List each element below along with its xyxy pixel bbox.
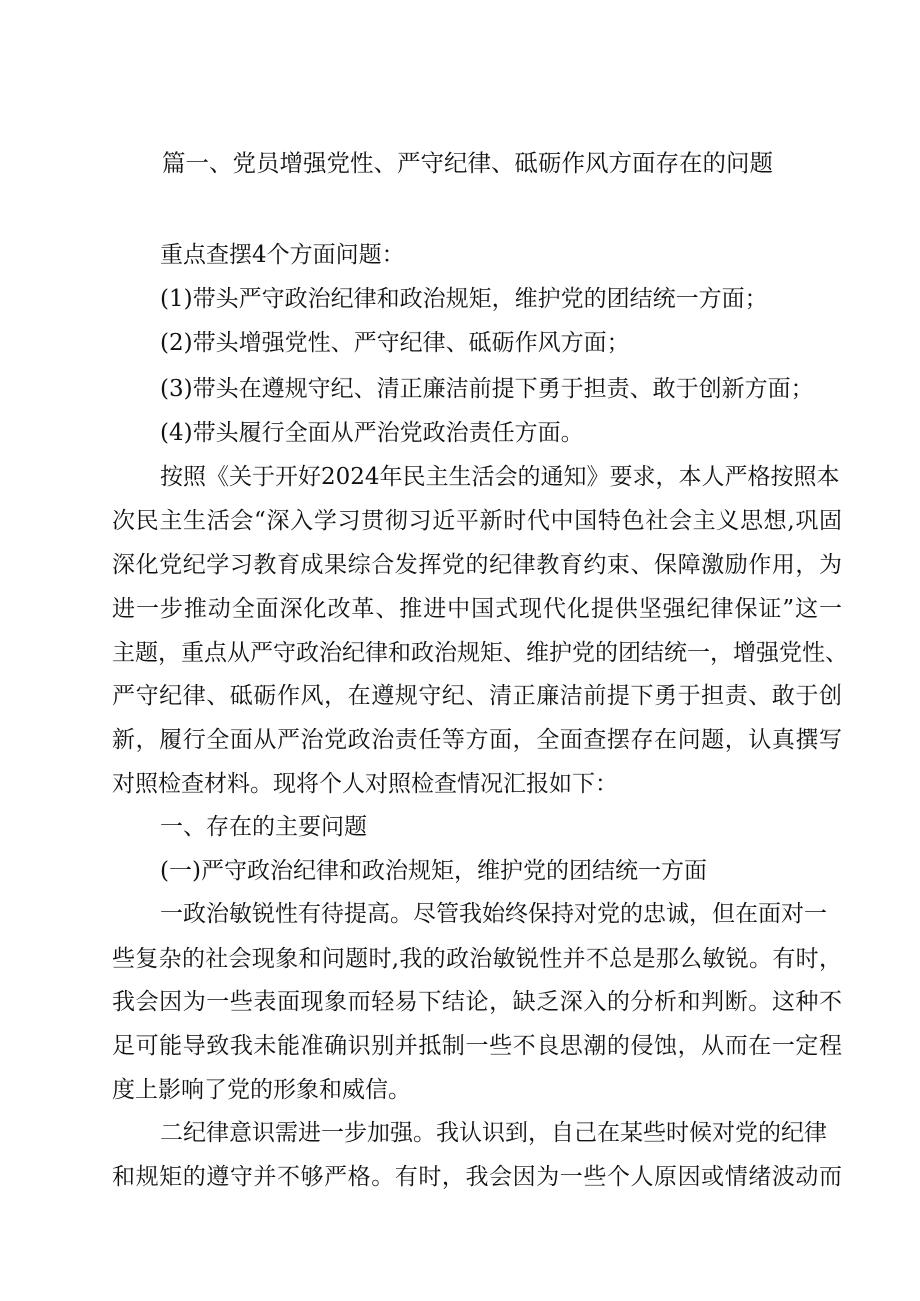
intro-paragraph-line: 对照检查材料。现将个人对照检查情况汇报如下： bbox=[112, 771, 618, 797]
point1-line: 度上影响了党的形象和威信。 bbox=[112, 1077, 411, 1103]
focus-item-3: (3)带头在遵规守纪、清正廉洁前提下勇于担责、敢于创新方面； bbox=[160, 376, 814, 402]
focus-item-4: (4)带头履行全面从严治党政治责任方面。 bbox=[160, 420, 584, 446]
intro-paragraph-line: 严守纪律、砥砺作风，在遵规守纪、清正廉洁前提下勇于担责、敢于创 bbox=[112, 683, 842, 709]
point2-line: 和规矩的遵守并不够严格。有时，我会因为一些个人原因或情绪波动而 bbox=[112, 1164, 842, 1190]
subsection-heading: (一)严守政治纪律和政治规矩，维护党的团结统一方面 bbox=[160, 858, 707, 884]
point1-line: 足可能导致我未能准确识别并抵制一些不良思潮的侵蚀，从而在一定程 bbox=[112, 1033, 842, 1059]
document-title: 篇一、党员增强党性、严守纪律、砥砺作风方面存在的问题 bbox=[162, 149, 773, 177]
focus-item-2: (2)带头增强党性、严守纪律、砥砺作风方面； bbox=[160, 330, 630, 356]
section-heading: 一、存在的主要问题 bbox=[160, 814, 367, 840]
focus-item-1: (1)带头严守政治纪律和政治规矩，维护党的团结统一方面； bbox=[160, 286, 768, 312]
point2-line: 二纪律意识需进一步加强。我认识到，自己在某些时候对党的纪律 bbox=[160, 1120, 827, 1146]
intro-heading: 重点查摆4个方面问题： bbox=[160, 242, 405, 268]
intro-paragraph-line: 进一步推动全面深化改革、推进中国式现代化提供坚强纪律保证”这一 bbox=[112, 596, 842, 622]
point1-line: 我会因为一些表面现象而轻易下结论，缺乏深入的分析和判断。这种不 bbox=[112, 989, 842, 1015]
point1-line: 些复杂的社会现象和问题时,我的政治敏锐性并不总是那么敏锐。有时， bbox=[112, 946, 842, 972]
intro-paragraph-line: 次民主生活会“深入学习贯彻习近平新时代中国特色社会主义思想,巩固 bbox=[112, 508, 842, 534]
intro-paragraph-line: 按照《关于开好2024年民主生活会的通知》要求，本人严格按照本 bbox=[160, 464, 840, 490]
point1-line: 一政治敏锐性有待提高。尽管我始终保持对党的忠诚，但在面对一 bbox=[160, 901, 827, 927]
intro-paragraph-line: 新，履行全面从严治党政治责任等方面，全面查摆存在问题，认真撰写 bbox=[112, 727, 842, 753]
intro-paragraph-line: 主题，重点从严守政治纪律和政治规矩、维护党的团结统一，增强党性、 bbox=[112, 640, 848, 666]
intro-paragraph-line: 深化党纪学习教育成果综合发挥党的纪律教育约束、保障激励作用，为 bbox=[112, 552, 842, 578]
